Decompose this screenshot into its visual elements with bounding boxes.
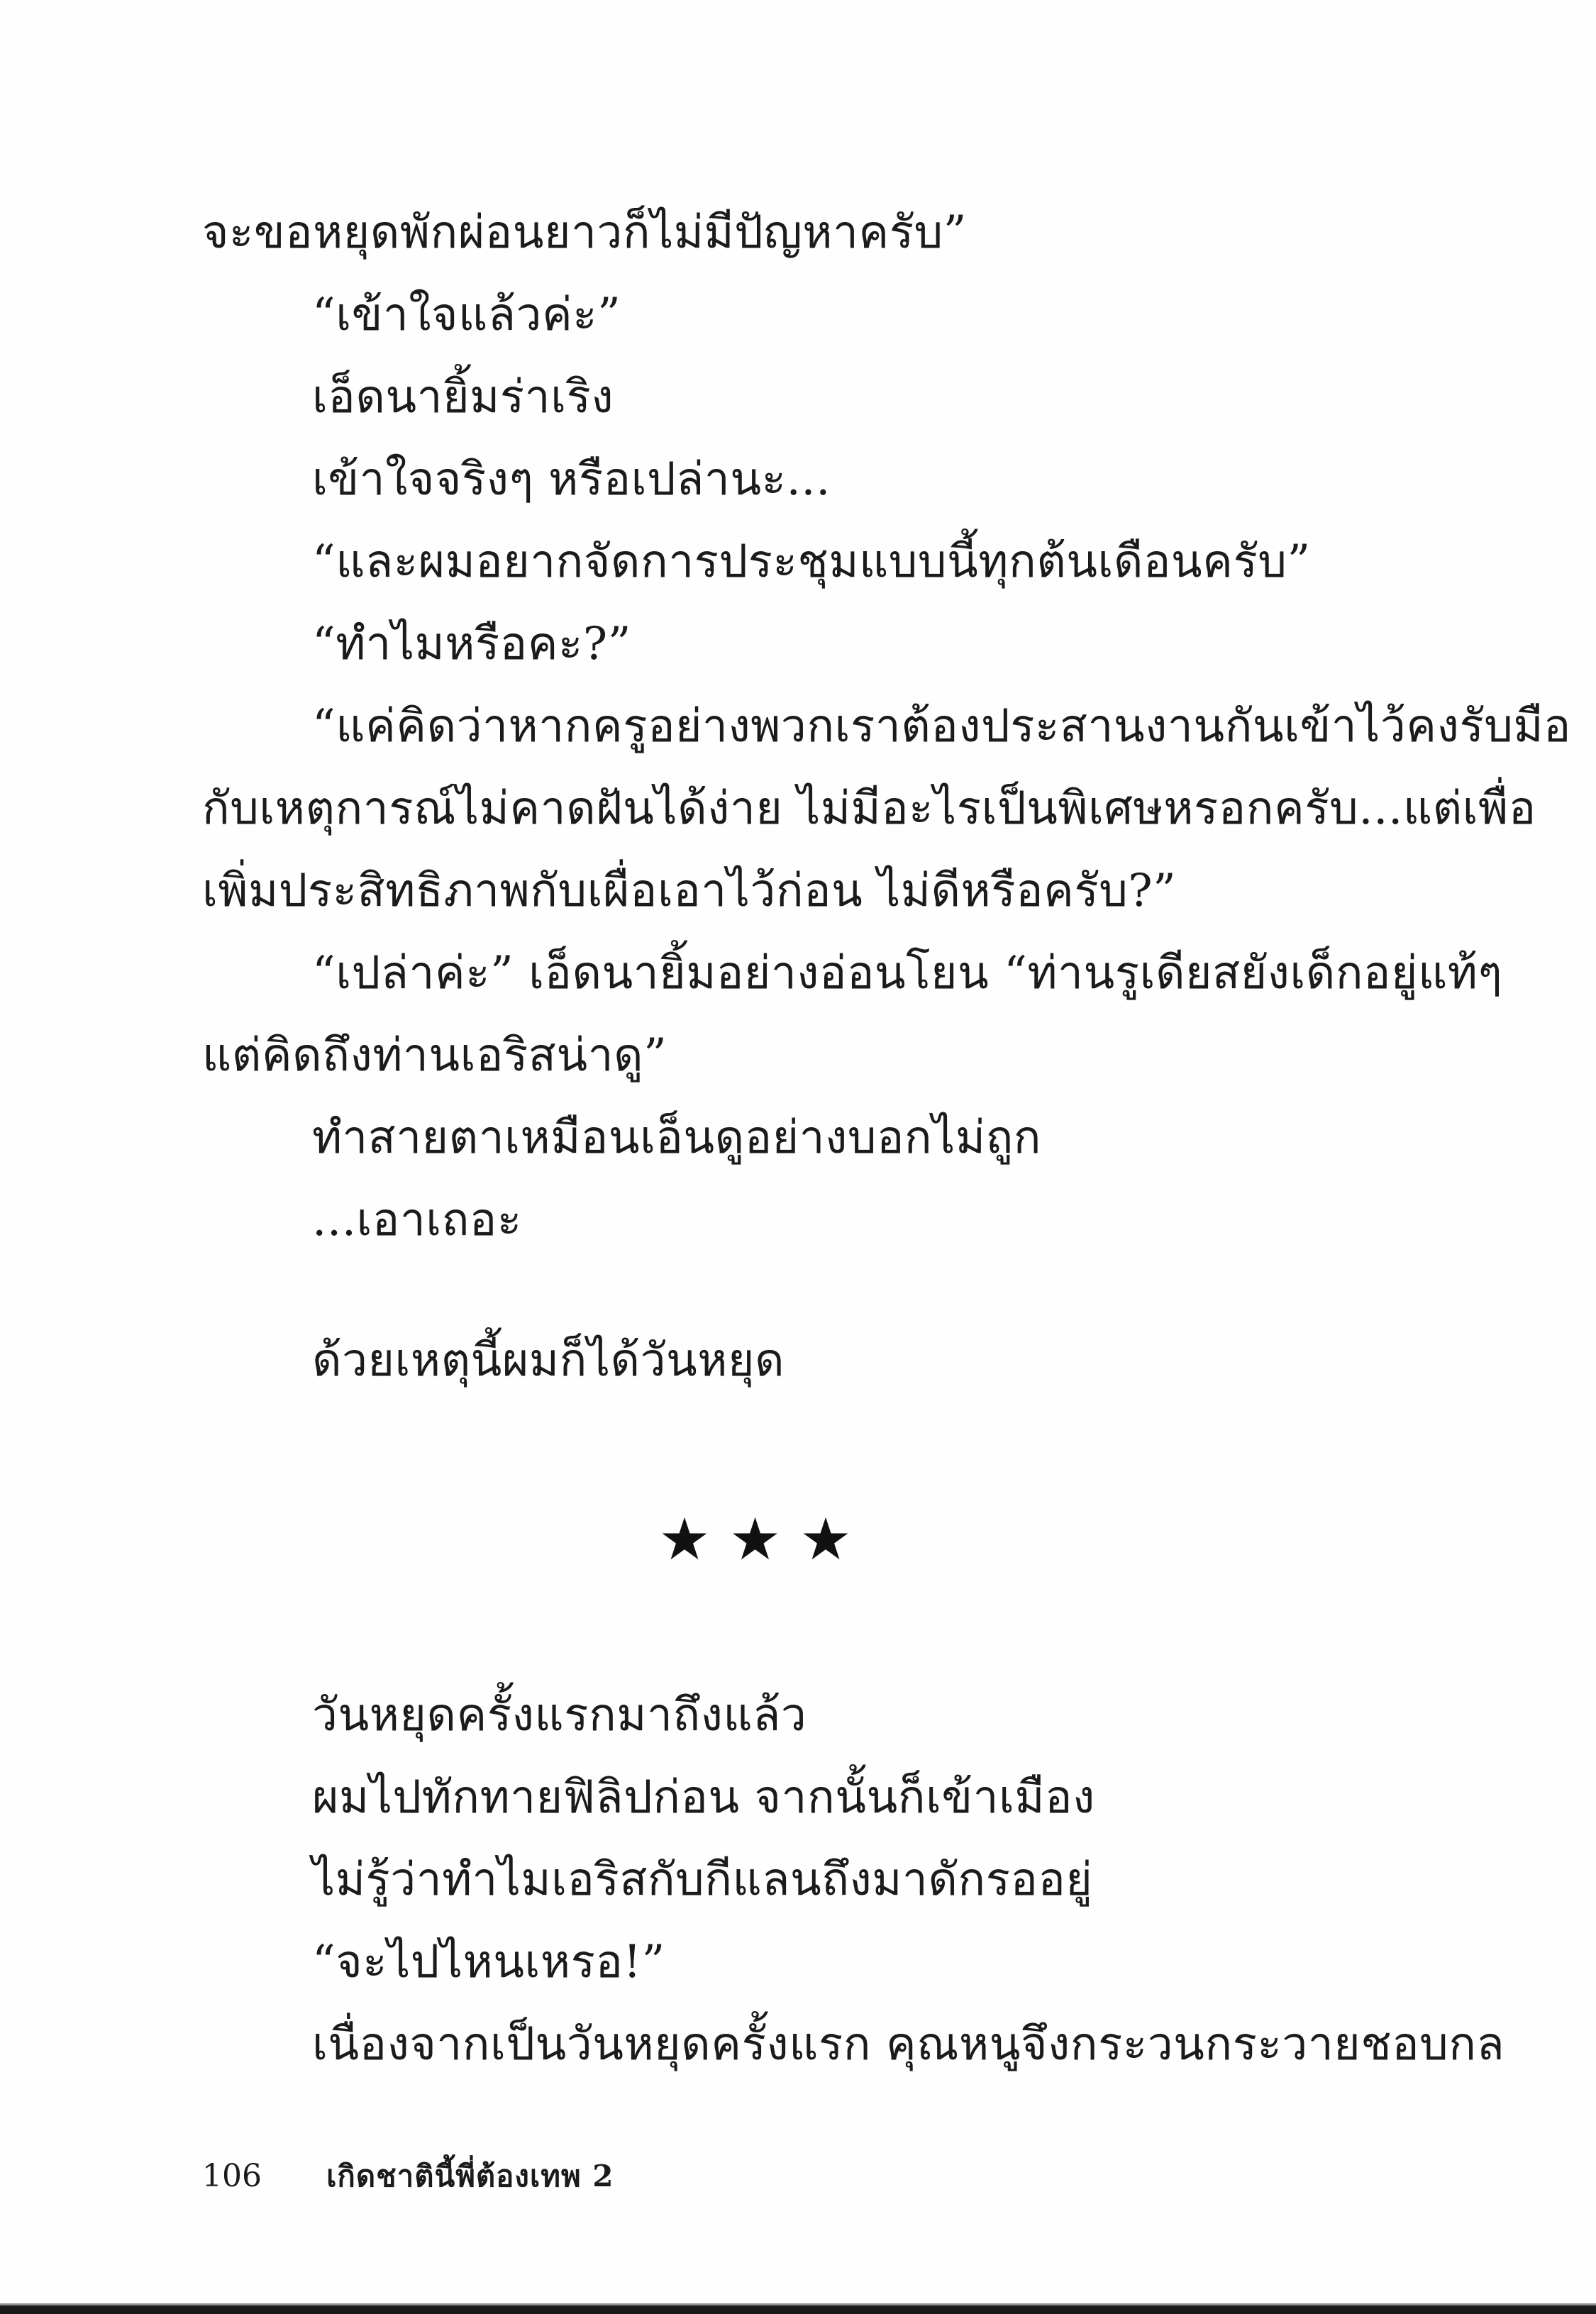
page-footer <box>202 2155 614 2198</box>
section-divider-stars: ★★★ <box>658 1506 870 1573</box>
text-line: เอ็ดนายิ้มร่าเริง <box>312 371 614 424</box>
text-line: “เปล่าค่ะ” เอ็ดนายิ้มอย่างอ่อนโยน “ท่านรูเดียสยังเด็กอยู่แท้ๆ <box>312 947 1503 1000</box>
text-line: เพิ่มประสิทธิภาพกับเผื่อเอาไว้ก่อน ไม่ดีหรือครับ?” <box>202 865 1177 917</box>
text-line: “ทำไมหรือคะ?” <box>312 618 631 670</box>
text-line: เข้าใจจริงๆ หรือเปล่านะ... <box>312 453 831 506</box>
paragraph-block-2 <box>202 1319 1326 1402</box>
text-line: “จะไปไหนเหรอ!” <box>312 1936 665 1988</box>
page-number: 106 <box>202 2158 262 2194</box>
bottom-edge-bar <box>0 2303 1596 2314</box>
text-line: ไม่รู้ว่าทำไมเอริสกับกีแลนถึงมาดักรออยู่ <box>312 1854 1093 1906</box>
text-line: “แค่คิดว่าหากครูอย่างพวกเราต้องประสานงานกันเข้าไว้คงรับมือ <box>312 700 1571 753</box>
text-line: “เข้าใจแล้วค่ะ” <box>312 289 621 341</box>
blank-line-spacer <box>202 1593 1326 1674</box>
book-title: เกิดชาตินี้พี่ต้องเทพ 2 <box>326 2159 614 2193</box>
paragraph-block-1 <box>202 192 1571 1261</box>
blank-line-spacer <box>202 1402 1326 1487</box>
text-line: ด้วยเหตุนี้ผมก็ได้วันหยุด <box>312 1334 785 1387</box>
text-line: แต่คิดถึงท่านเอริสน่าดู” <box>202 1029 667 1082</box>
text-line: กับเหตุการณ์ไม่คาดฝันได้ง่าย ไม่มีอะไรเป็นพิเศษหรอกครับ...แต่เพื่อ <box>202 782 1536 835</box>
text-line: ผมไปทักทายฟิลิปก่อน จากนั้นก็เข้าเมือง <box>312 1771 1095 1824</box>
text-line: จะขอหยุดพักผ่อนยาวก็ไม่มีปัญหาครับ” <box>202 206 967 259</box>
text-line: ทำสายตาเหมือนเอ็นดูอย่างบอกไม่ถูก <box>312 1112 1041 1164</box>
text-line: “และผมอยากจัดการประชุมแบบนี้ทุกต้นเดือนครับ” <box>312 536 1311 588</box>
text-line: เนื่องจากเป็นวันหยุดครั้งแรก คุณหนูจึงกระวนกระวายชอบกล <box>312 2018 1505 2071</box>
text-line: วันหยุดครั้งแรกมาถึงแล้ว <box>312 1689 807 1742</box>
paragraph-block-3 <box>202 1674 1505 2086</box>
blank-line-spacer <box>202 1261 1326 1319</box>
body-text <box>202 192 1571 2086</box>
text-line: ...เอาเถอะ <box>312 1194 522 1246</box>
